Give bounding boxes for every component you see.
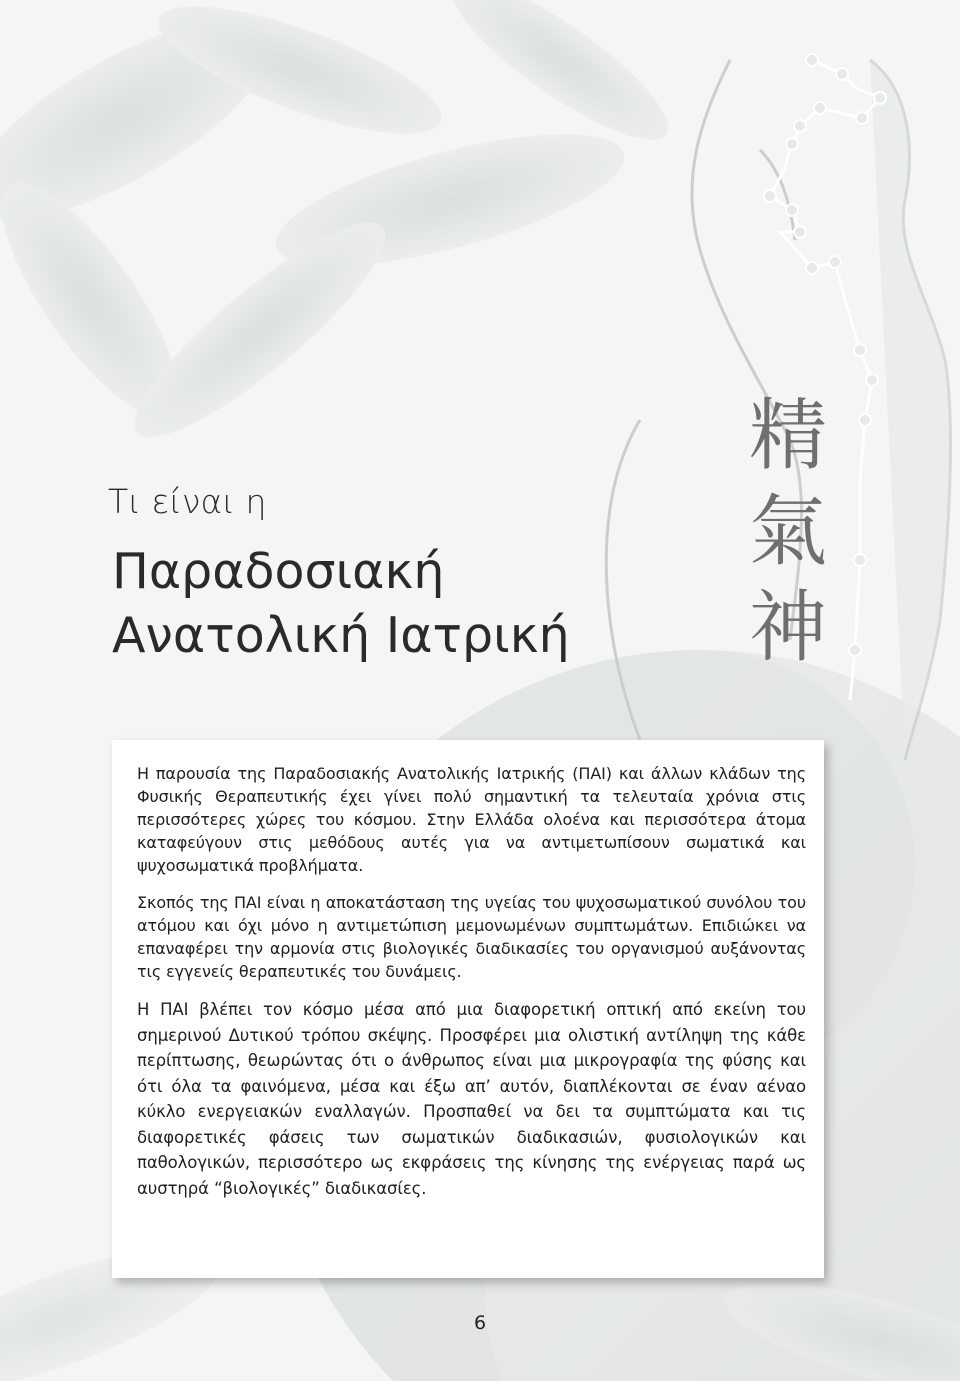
paragraph-3: Η ΠΑΙ βλέπει τον κόσμο μέσα από μια διαφορετική οπτική από εκείνη του σημερινού Δυτικού τρόπου σκέψης. Προσφέρει μια ολιστική αντίληψη της κάθε περίπτωσης, θεωρώντας ότι ο άνθρωπος είναι μια μικρογραφία της φύσης και ότι όλα τα φαινόμενα, μέσα και έξω απ’ αυτόν, διαπλέκονται σε έναν αέναο κύκλο ενεργειακών εναλλαγών. Προσπαθεί να δει τα συμπτώματα και τις διαφορετικές φάσεις των σωματικών διαδικασιών, φυσιολογικών και παθολογικών, περισσότερο ως εκφράσεις της κίνησης της ενέργειας παρά ως αυστηρά “βιολογικές” διαδικασίες. [137, 1000, 806, 1198]
page-number: 6 [473, 1312, 487, 1334]
body-text [137, 762, 806, 1215]
text-card [112, 740, 824, 1278]
chinese-characters [740, 388, 836, 676]
title-block [108, 482, 728, 668]
leaf-decoration [0, 0, 687, 463]
hanzi-shen: 神 [748, 583, 827, 673]
hanzi-jing: 精 [748, 391, 827, 481]
page-title-line2: Ανατολική Ιατρική [112, 607, 570, 664]
page-title-line1: Παραδοσιακή [112, 543, 445, 600]
paragraph-1: Η παρουσία της Παραδοσιακής Ανατολικής Ιατρικής (ΠΑΙ) και άλλων κλάδων της Φυσικής Θεραπευτικής έχει γίνει πολύ σημαντική τα τελευταία χρόνια στις περισσότερες χώρες του κόσμου. Στην Ελλάδα ολοένα και περισσότερα άτομα καταφεύγουν στις μεθόδους αυτές για να αντιμετωπίσουν σωματικά και ψυχοσωματικά προβλήματα. [137, 764, 806, 875]
hanzi-qi: 氣 [748, 487, 827, 577]
paragraph-2: Σκοπός της ΠΑΙ είναι η αποκατάσταση της υγείας του ψυχοσωματικού συνόλου του ατόμου και όχι μόνο η αντιμετώπιση μεμονωμένων συμπτωμάτων. Επιδιώκει να επαναφέρει την αρμονία στις βιολογικές διαδικασίες του οργανισμού αυξάνοντας τις εγγενείς θεραπευτικές του δυνάμεις. [137, 893, 806, 981]
title-intro: Τι είναι η [108, 482, 267, 521]
page-title [112, 540, 728, 668]
